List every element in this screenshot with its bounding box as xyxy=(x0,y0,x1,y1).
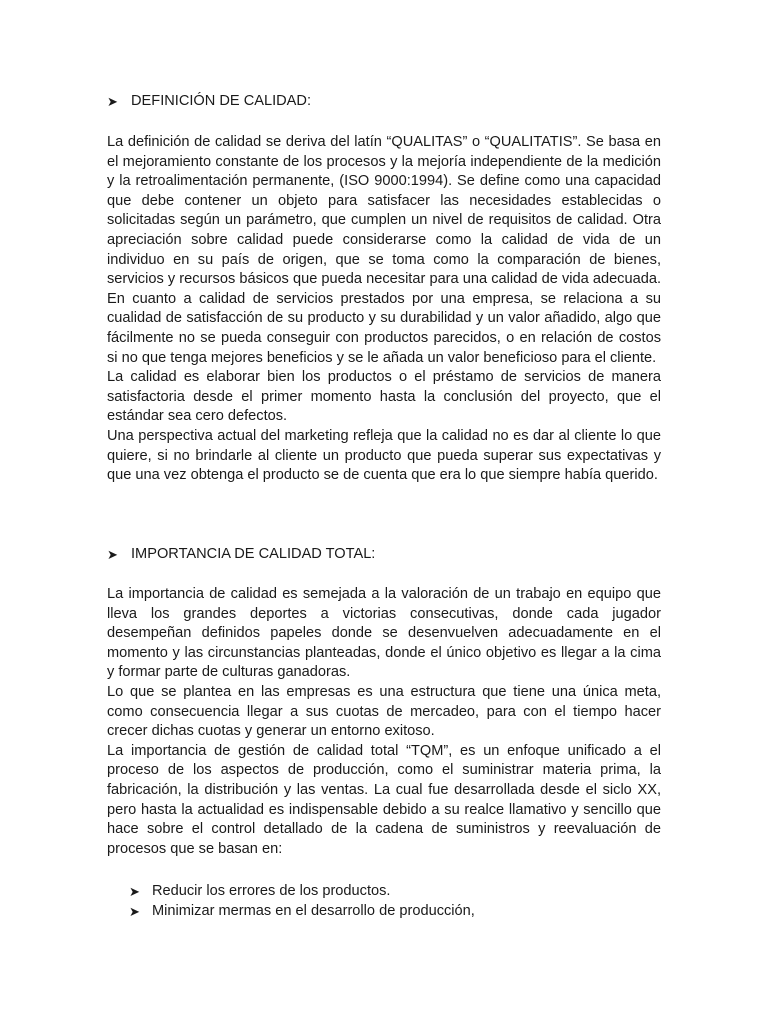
arrowhead-bullet-icon: ➤ xyxy=(129,903,140,919)
list-item xyxy=(129,902,649,922)
section-heading-text: DEFINICIÓN DE CALIDAD: xyxy=(131,93,312,109)
arrowhead-bullet-icon: ➤ xyxy=(129,884,140,899)
list-item-text: Minimizar mermas en el desarrollo de producción, xyxy=(152,902,475,919)
paragraph: Lo que se plantea en las empresas es una estructura que tiene una única meta, como consecuencia llegar a sus cuotas de mercadeo, para con el tiempo hacer crecer dichas cuotas y generar un entorno exitoso. xyxy=(107,683,661,740)
paragraph: Una perspectiva actual del marketing refleja que la calidad no es dar al cliente lo que quiere, si no brindarle al cliente un producto que pueda superar sus expectativas y que una vez obtenga el producto se de cuenta que era lo que siempre había querido. xyxy=(107,427,661,484)
arrowhead-bullet-icon: ➤ xyxy=(107,94,118,109)
bullet-list xyxy=(129,882,649,921)
section-heading-definicion xyxy=(107,92,311,112)
paragraph: La importancia de calidad es semejada a la valoración de un trabajo en equipo que lleva los grandes deportes a victorias consecutivas, donde cada jugador desempeñan definidos papeles donde se desenvuelven adecuadamente en el momento y las circunstancias planteadas, donde el único objetivo es llegar a la cima y formar parte de culturas ganadoras. xyxy=(107,586,661,681)
section-body-importancia xyxy=(107,585,661,859)
section-heading-importancia xyxy=(107,545,375,565)
paragraph: La definición de calidad se deriva del latín “QUALITAS” o “QUALITATIS”. Se basa en el mejoramiento constante de los procesos y la mejoría independiente de la medición y la retroalimentación permanente, (ISO 9000:1994). Se define como una capacidad que debe contener un objeto para satisfacer las necesidades establecidas o solicitadas según un parámetro, que cumplen un nivel de requisitos de calidad. Otra apreciación sobre calidad puede considerarse como la calidad de vida de un individuo en su país de origen, que se toma como la comparación de bienes, servicios y recursos básicos que pueda necesitar para una calidad de vida adecuada. En cuanto a calidad de servicios prestados por una empresa, se relaciona a su cualidad de satisfacción de su producto y su durabilidad y un valor añadido, algo que fácilmente no se pueda conseguir con productos parecidos, o en relación de costos si no que tenga mejores beneficios y se le añada un valor beneficioso para el cliente. xyxy=(107,134,661,366)
arrowhead-bullet-icon: ➤ xyxy=(107,547,118,562)
list-item xyxy=(129,882,649,902)
section-body-definicion xyxy=(107,133,661,486)
section-heading-text: IMPORTANCIA DE CALIDAD TOTAL: xyxy=(131,546,376,562)
list-item-text: Reducir los errores de los productos. xyxy=(152,883,391,899)
paragraph: La calidad es elaborar bien los productos o el préstamo de servicios de manera satisfactoria desde el primer momento hasta la conclusión del proyecto, que el estándar sea cero defectos. xyxy=(107,369,661,425)
paragraph: La importancia de gestión de calidad total “TQM”, es un enfoque unificado a el proceso de los aspectos de producción, como el suministrar materia prima, la fabricación, la distribución y las ventas. La cual fue desarrollada desde el siclo XX, pero hasta la actualidad es indispensable debido a su realce llamativo y sencillo que hace sobre el control detallado de la cadena de suministros y reevaluación de procesos que se basan en: xyxy=(107,742,661,857)
